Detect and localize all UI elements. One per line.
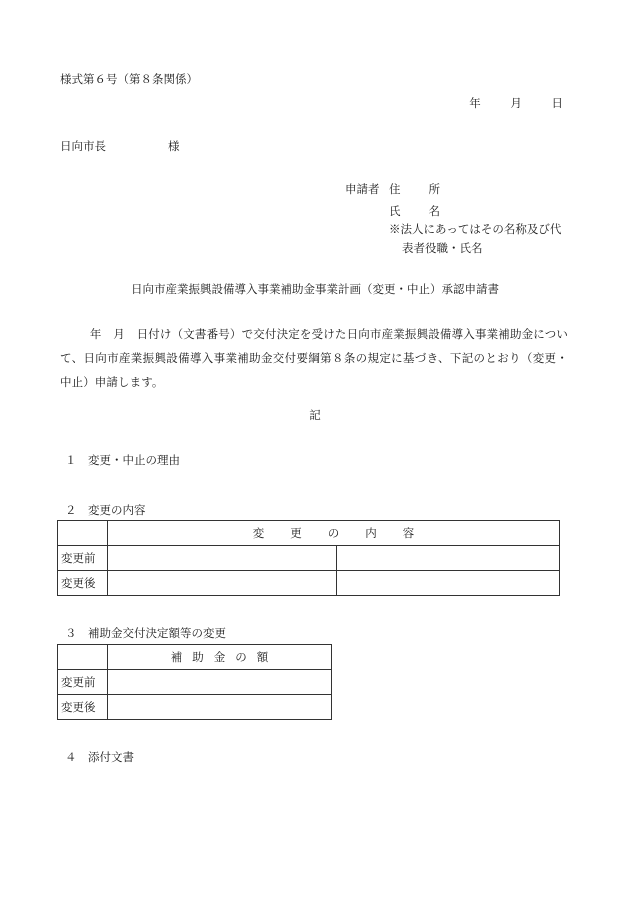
amount-before-cell[interactable] — [108, 670, 332, 695]
section-4-heading: ４ 添付文書 — [65, 750, 134, 764]
amount-after-cell[interactable] — [108, 695, 332, 720]
addressee-honorific: 様 — [168, 139, 180, 153]
form-number: 様式第６号（第８条関係） — [60, 72, 198, 86]
change-content-table — [57, 520, 560, 596]
row-label-before: 変更前 — [58, 670, 108, 695]
body-paragraph: 年 月 日付け（文書番号）で交付決定を受けた日向市産業振興設備導入事業補助金について、日向市産業振興設備導入事業補助金交付要綱第８条の規定に基づき、下記のとおり（変更・中止）申請します。 — [60, 327, 568, 389]
ki-heading: 記 — [309, 408, 321, 422]
applicant-label: 申請者 — [345, 182, 380, 196]
address-label: 住所 — [389, 182, 468, 196]
date-month: 月 — [510, 96, 522, 110]
corporate-note-line2: 表者役職・氏名 — [402, 241, 483, 255]
table-corner-cell — [58, 645, 108, 670]
addressee-name: 日向市長 — [60, 139, 106, 153]
amount-table-header: 補助金の額 — [170, 650, 279, 664]
change-before-right-cell[interactable] — [337, 546, 560, 571]
document-title: 日向市産業振興設備導入事業補助金事業計画（変更・中止）承認申請書 — [131, 282, 499, 296]
change-after-right-cell[interactable] — [337, 571, 560, 596]
row-label-after: 変更後 — [58, 571, 108, 596]
row-label-after: 変更後 — [58, 695, 108, 720]
name-label: 氏名 — [389, 204, 468, 218]
table-row — [58, 670, 332, 695]
table-corner-cell — [58, 521, 108, 546]
section-3-heading: ３ 補助金交付決定額等の変更 — [65, 626, 226, 640]
change-table-header: 変更の内容 — [252, 526, 441, 540]
corporate-note-line1: ※法人にあってはその名称及び代 — [389, 222, 562, 236]
table-row — [58, 695, 332, 720]
table-header — [108, 521, 560, 546]
date-day: 日 — [551, 96, 563, 110]
change-before-left-cell[interactable] — [108, 546, 337, 571]
subsidy-amount-table — [57, 644, 332, 720]
table-header — [108, 645, 332, 670]
row-label-before: 変更前 — [58, 546, 108, 571]
table-row — [58, 546, 560, 571]
date-line — [469, 95, 563, 111]
section-2-heading: ２ 変更の内容 — [65, 503, 146, 517]
change-after-left-cell[interactable] — [108, 571, 337, 596]
date-year: 年 — [469, 96, 481, 110]
table-row — [58, 571, 560, 596]
section-1-heading: １ 変更・中止の理由 — [65, 453, 180, 467]
